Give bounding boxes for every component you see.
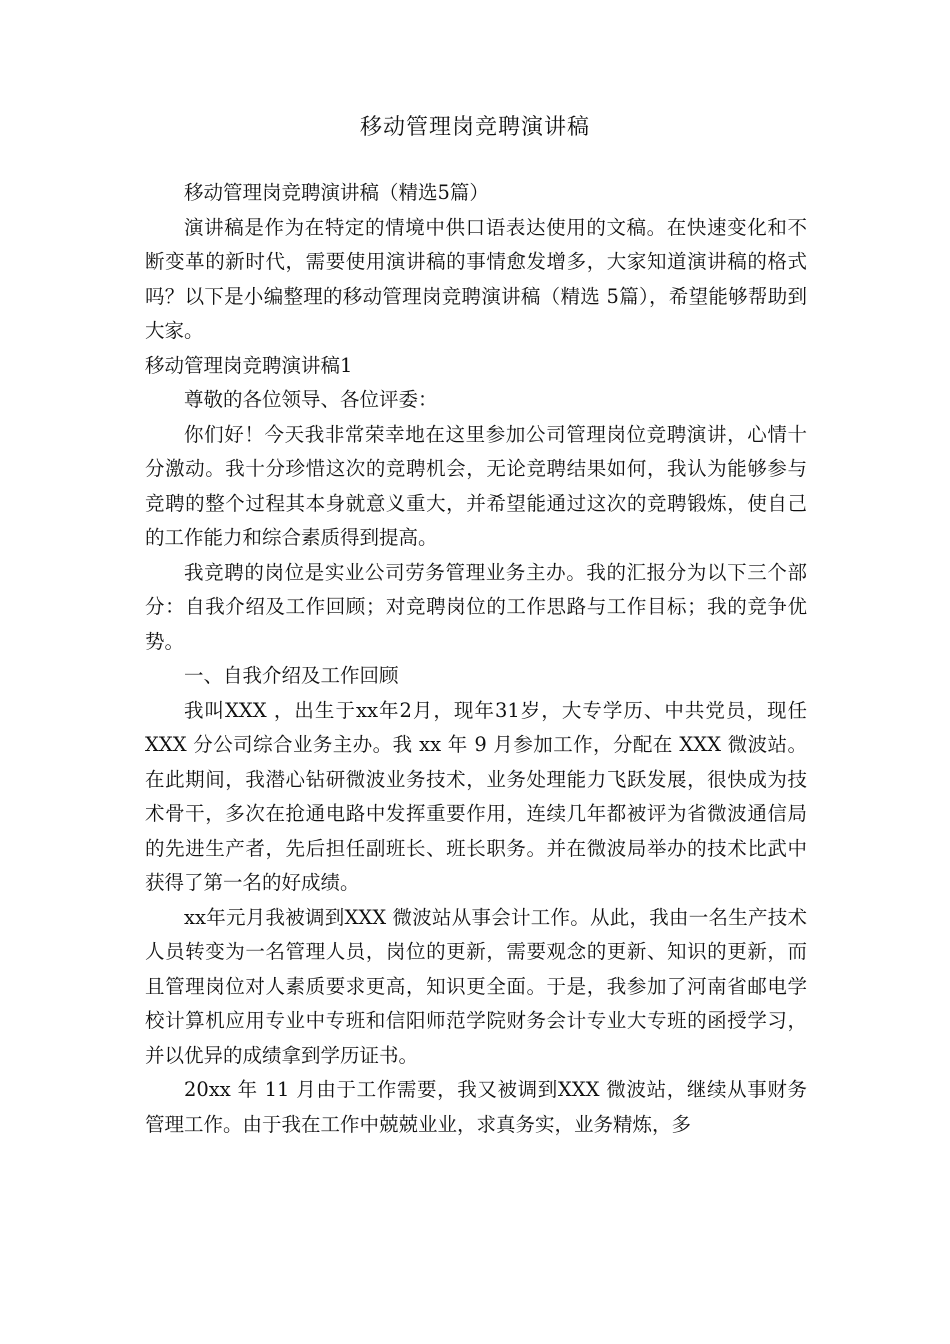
accounting-paragraph: xx年元月我被调到XXX 微波站从事会计工作。从此，我由一名生产技术人员转变为一名管理人员，岗位的更新，需要观念的更新、知识的更新，而且管理岗位对人素质要求更高，知识更全面。于是，我参加了河南省邮电学校计算机应用专业中专班和信阳师范学院财务会计专业大专班的函授学习，并以优异的成绩拿到学历证书。 [145, 905, 807, 1067]
greeting-paragraph: 你们好！今天我非常荣幸地在这里参加公司管理岗位竞聘演讲，心情十分激动。我十分珍惜这次的竞聘机会，无论竞聘结果如何，我认为能够参与竞聘的整个过程其本身就意义重大，并希望能通过这次的竞聘锻炼，使自己的工作能力和综合素质得到提高。 [145, 422, 807, 549]
intro-paragraph: 演讲稿是作为在特定的情境中供口语表达使用的文稿。在快速变化和不断变革的新时代，需要使用演讲稿的事情愈发增多，大家知道演讲稿的格式吗？以下是小编整理的移动管理岗竞聘演讲稿（精选 5篇），希望能够帮助到大家。 [145, 215, 807, 342]
subtitle-paragraph: 移动管理岗竞聘演讲稿（精选5篇） [184, 181, 489, 204]
salutation-paragraph: 尊敬的各位领导、各位评委： [184, 388, 438, 411]
position-paragraph: 我竞聘的岗位是实业公司劳务管理业务主办。我的汇报分为以下三个部分：自我介绍及工作回顾；对竞聘岗位的工作思路与工作目标；我的竞争优势。 [145, 560, 807, 653]
transfer-paragraph: 20xx 年 11 月由于工作需要，我又被调到XXX 微波站，继续从事财务管理工作。由于我在工作中兢兢业业，求真务实，业务精炼，多 [145, 1078, 807, 1136]
document-body [145, 176, 807, 1142]
self-intro-paragraph: 我叫XXX ，出生于xx年2月，现年31岁，大专学历、中共党员，现任 XXX 分公司综合业务主办。我 xx 年 9 月参加工作，分配在 XXX 微波站。在此期间，我潜心钻研微波业务技术，业务处理能力飞跃发展，很快成为技术骨干，多次在抢通电路中发挥重要作用，连续几年都被评为省微波通信局的先进生产者，先后担任副班长、班长职务。并在微波局举办的技术比武中获得了第一名的好成绩。 [145, 698, 807, 894]
part-one-heading: 一、自我介绍及工作回顾 [184, 664, 399, 687]
document-title: 移动管理岗竞聘演讲稿 [359, 115, 590, 140]
section-heading: 移动管理岗竞聘演讲稿1 [145, 353, 353, 377]
